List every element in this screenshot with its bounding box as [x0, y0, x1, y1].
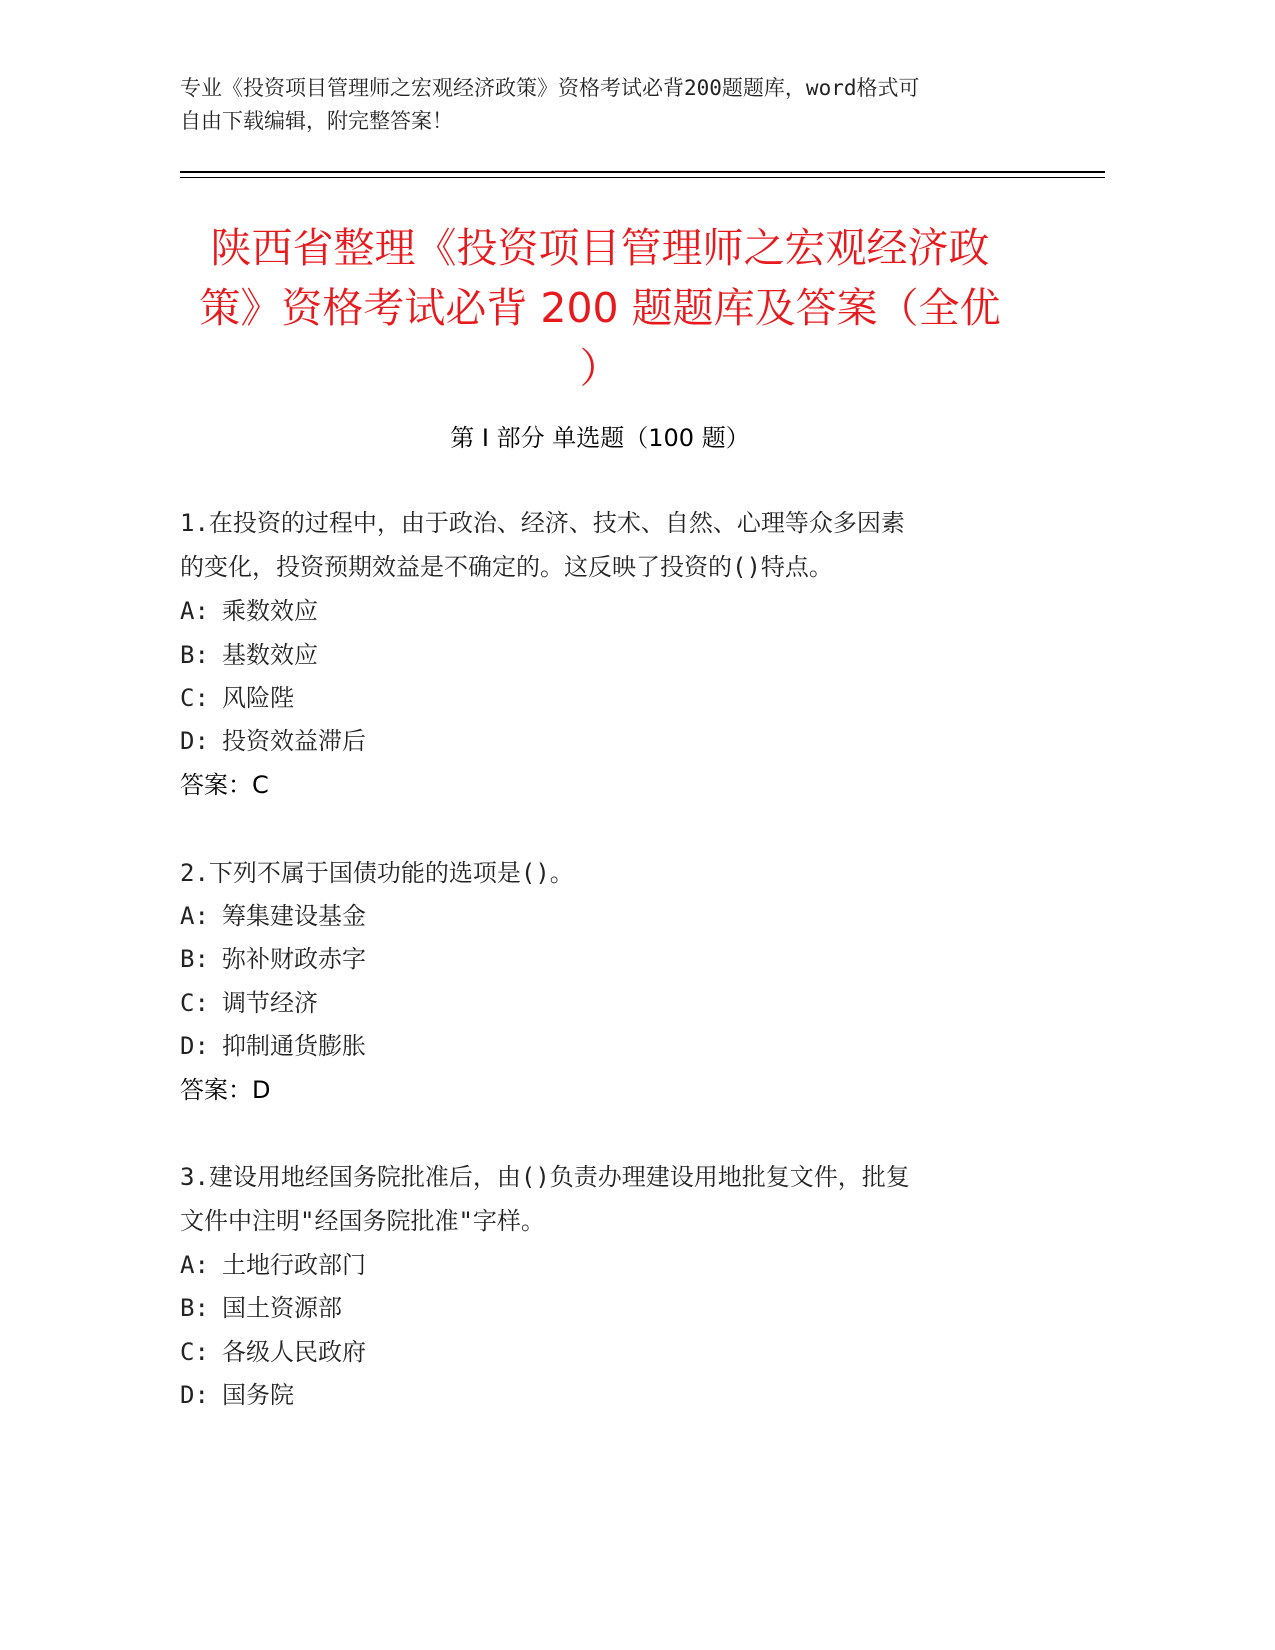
- option-letter: B:: [180, 945, 209, 973]
- option-text: 抑制通货膨胀: [222, 1032, 366, 1060]
- document-title: [180, 218, 1020, 398]
- option-letter: A:: [180, 1251, 209, 1279]
- question-3-option-d: [180, 1378, 294, 1412]
- question-1-line-1: 1.在投资的过程中，由于政治、经济、技术、自然、心理等众多因素: [180, 509, 905, 537]
- option-letter: A:: [180, 597, 209, 625]
- question-1-option-c: [180, 681, 294, 715]
- question-1-answer: 答案：C: [180, 771, 269, 799]
- question-2-option-b: [180, 942, 366, 976]
- option-letter: D:: [180, 727, 209, 755]
- header-divider-thick: [180, 171, 1105, 173]
- question-1-option-b: [180, 638, 318, 672]
- section-heading: 第 I 部分 单选题（100 题）: [450, 424, 750, 452]
- option-letter: D:: [180, 1032, 209, 1060]
- question-3-option-a: [180, 1248, 366, 1282]
- question-1-option-d: [180, 724, 366, 758]
- intro-line-1: 专业《投资项目管理师之宏观经济政策》资格考试必背200题题库，word格式可: [180, 76, 920, 100]
- option-text: 国务院: [222, 1381, 294, 1409]
- option-text: 国土资源部: [222, 1294, 342, 1322]
- option-letter: A:: [180, 902, 209, 930]
- question-1-option-a: [180, 594, 318, 628]
- option-letter: C:: [180, 989, 209, 1017]
- option-text: 土地行政部门: [222, 1251, 366, 1279]
- option-text: 筹集建设基金: [222, 902, 366, 930]
- option-text: 弥补财政赤字: [222, 945, 366, 973]
- option-text: 基数效应: [222, 641, 318, 669]
- option-text: 各级人民政府: [222, 1338, 366, 1366]
- question-3-option-c: [180, 1335, 366, 1369]
- option-text: 乘数效应: [222, 597, 318, 625]
- question-2-answer: 答案：D: [180, 1076, 271, 1104]
- option-letter: D:: [180, 1381, 209, 1409]
- option-letter: B:: [180, 641, 209, 669]
- document-intro: [180, 72, 1040, 138]
- option-text: 风险陛: [222, 684, 294, 712]
- question-2-option-a: [180, 899, 366, 933]
- question-3-option-b: [180, 1291, 342, 1325]
- title-line-2: 策》资格考试必背 200 题题库及答案（全优: [199, 284, 1001, 332]
- question-1-line-2: 的变化，投资预期效益是不确定的。这反映了投资的()特点。: [180, 553, 833, 581]
- header-divider-thin: [180, 177, 1105, 178]
- option-letter: C:: [180, 684, 209, 712]
- intro-line-2: 自由下载编辑，附完整答案！: [180, 109, 453, 133]
- question-3-line-1: 3.建设用地经国务院批准后，由()负责办理建设用地批复文件，批复: [180, 1163, 910, 1191]
- question-3-line-2: 文件中注明"经国务院批准"字样。: [180, 1207, 545, 1235]
- option-text: 调节经济: [222, 989, 318, 1017]
- title-line-3: ）: [579, 344, 621, 392]
- question-2-option-c: [180, 986, 318, 1020]
- option-letter: B:: [180, 1294, 209, 1322]
- question-2-option-d: [180, 1029, 366, 1063]
- option-text: 投资效益滞后: [222, 727, 366, 755]
- option-letter: C:: [180, 1338, 209, 1366]
- question-2-line-1: 2.下列不属于国债功能的选项是()。: [180, 859, 574, 887]
- title-line-1: 陕西省整理《投资项目管理师之宏观经济政: [210, 224, 990, 272]
